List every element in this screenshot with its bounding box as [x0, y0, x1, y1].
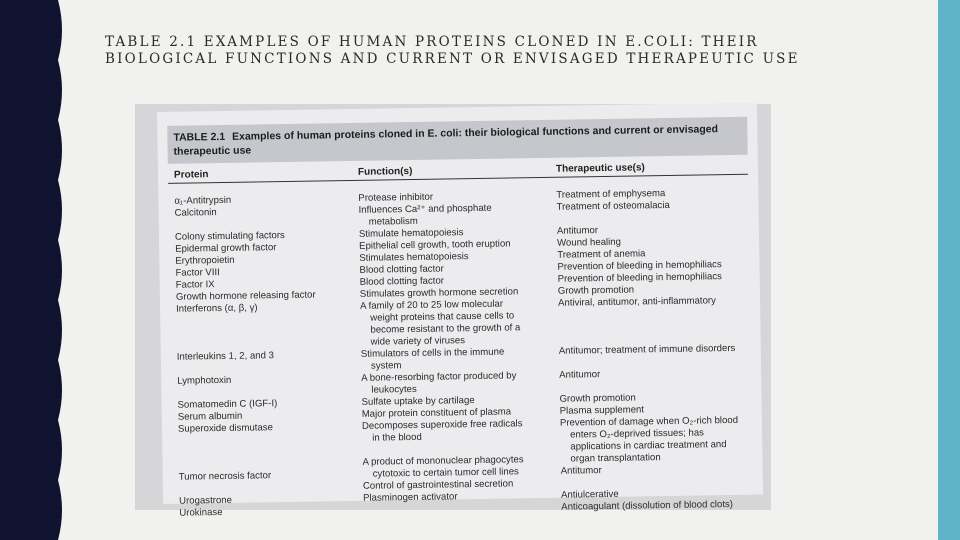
decorative-left-bar [0, 0, 70, 540]
function-cell: A product of mononuclear phagocytes [362, 454, 524, 468]
function-cell: A bone-resorbing factor produced by [361, 370, 517, 384]
protein-cell: Somatomedin C (IGF-I) [177, 398, 278, 411]
function-cell: cytotoxic to certain tumor cell lines [372, 466, 519, 480]
function-cell: Blood clotting factor [359, 263, 444, 276]
protein-cell: Growth hormone releasing factor [175, 289, 316, 303]
header-rule [168, 174, 748, 184]
therapeutic-use-cell: organ transplantation [570, 452, 661, 465]
function-cell: Stimulators of cells in the immune [360, 346, 505, 360]
protein-cell: Epidermal growth factor [175, 242, 277, 255]
function-cell: metabolism [368, 215, 418, 228]
function-cell: Blood clotting factor [359, 275, 445, 288]
function-cell: Protease inhibitor [358, 191, 434, 204]
function-cell: Influences Ca²⁺ and phosphate [358, 202, 492, 216]
function-cell: Decomposes superoxide free radicals [361, 418, 523, 432]
therapeutic-use-cell: Antitumor; treatment of immune disorders [558, 342, 736, 357]
column-header-functions: Function(s) [357, 165, 413, 178]
function-cell: A family of 20 to 25 low molecular [359, 298, 504, 312]
protein-cell: Urogastrone [179, 494, 232, 507]
function-cell: weight proteins that cause cells to [370, 310, 515, 324]
therapeutic-use-cell: Prevention of damage when O₂-rich blood [559, 414, 739, 429]
decorative-right-bar [938, 0, 960, 540]
protein-cell: Interleukins 1, 2, and 3 [176, 350, 275, 363]
therapeutic-use-cell: Antitumor [556, 225, 599, 237]
therapeutic-use-cell: Prevention of bleeding in hemophiliacs [557, 271, 723, 285]
function-cell: leukocytes [371, 383, 417, 396]
function-cell: system [370, 360, 402, 372]
protein-cell: α₁-Antitrypsin [174, 194, 232, 207]
therapeutic-use-cell: Wound healing [557, 236, 622, 249]
therapeutic-use-cell: Growth promotion [557, 284, 635, 297]
therapeutic-use-cell: Growth promotion [559, 392, 636, 405]
table-label: TABLE 2.1 [173, 130, 226, 144]
function-cell: become resistant to the growth of a [370, 322, 521, 336]
protein-cell: Erythropoietin [175, 254, 235, 267]
table-caption [167, 117, 748, 164]
function-cell: in the blood [372, 431, 422, 444]
protein-cell: Serum albumin [177, 410, 243, 423]
function-cell: wide variety of viruses [370, 335, 466, 348]
function-cell: Stimulate hematopoiesis [358, 227, 464, 240]
therapeutic-use-cell: enters O₂-deprived tissues; has [570, 427, 705, 441]
therapeutic-use-cell: applications in cardiac treatment and [570, 439, 727, 453]
table-photo [135, 104, 771, 519]
therapeutic-use-cell: Antitumor [559, 369, 601, 381]
function-cell: Major protein constituent of plasma [361, 406, 512, 420]
therapeutic-use-cell: Treatment of anemia [557, 248, 646, 261]
function-cell: Epithelial cell growth, tooth eruption [359, 238, 511, 252]
therapeutic-use-cell: Antitumor [560, 465, 602, 477]
function-cell: Plasminogen activator [363, 491, 458, 504]
protein-cell: Factor IX [175, 279, 215, 291]
column-header-protein: Protein [173, 169, 209, 181]
protein-cell: Calcitonin [174, 207, 217, 219]
protein-cell: Interferons (α, β, γ) [176, 302, 258, 315]
therapeutic-use-cell: Plasma supplement [559, 404, 645, 417]
therapeutic-use-cell: Prevention of bleeding in hemophiliacs [557, 259, 722, 273]
column-header-therapeutic-use: Therapeutic use(s) [555, 162, 645, 175]
protein-cell: Factor VIII [175, 267, 220, 279]
protein-cell: Urokinase [179, 507, 223, 519]
therapeutic-use-cell: Treatment of emphysema [556, 188, 666, 201]
slide-title: TABLE 2.1 EXAMPLES OF HUMAN PROTEINS CLONED IN E.COLI: THEIR BIOLOGICAL FUNCTIONS AND CURRENT OR ENVISAGED THERAPEUTIC USE [105, 34, 800, 67]
function-cell: Stimulates growth hormone secretion [359, 286, 519, 300]
therapeutic-use-cell: Antiviral, antitumor, anti-inflammatory [557, 295, 716, 309]
protein-cell: Colony stimulating factors [174, 230, 285, 243]
book-page [157, 103, 763, 519]
function-cell: Stimulates hematopoiesis [359, 251, 469, 264]
table-caption-text: Examples of human proteins cloned in E. coli: their biological functions and current or envisaged therapeutic use [173, 123, 719, 158]
function-cell: Sulfate uptake by cartilage [361, 395, 475, 408]
protein-cell: Lymphotoxin [177, 374, 232, 387]
protein-cell: Tumor necrosis factor [178, 470, 272, 483]
therapeutic-use-cell: Antiulcerative [560, 488, 619, 501]
function-cell: Control of gastrointestinal secretion [362, 478, 514, 492]
therapeutic-use-cell: Anticoagulant (dissolution of blood clots) [561, 499, 734, 513]
protein-cell: Superoxide dismutase [177, 422, 273, 435]
therapeutic-use-cell: Treatment of osteomalacia [556, 199, 670, 213]
